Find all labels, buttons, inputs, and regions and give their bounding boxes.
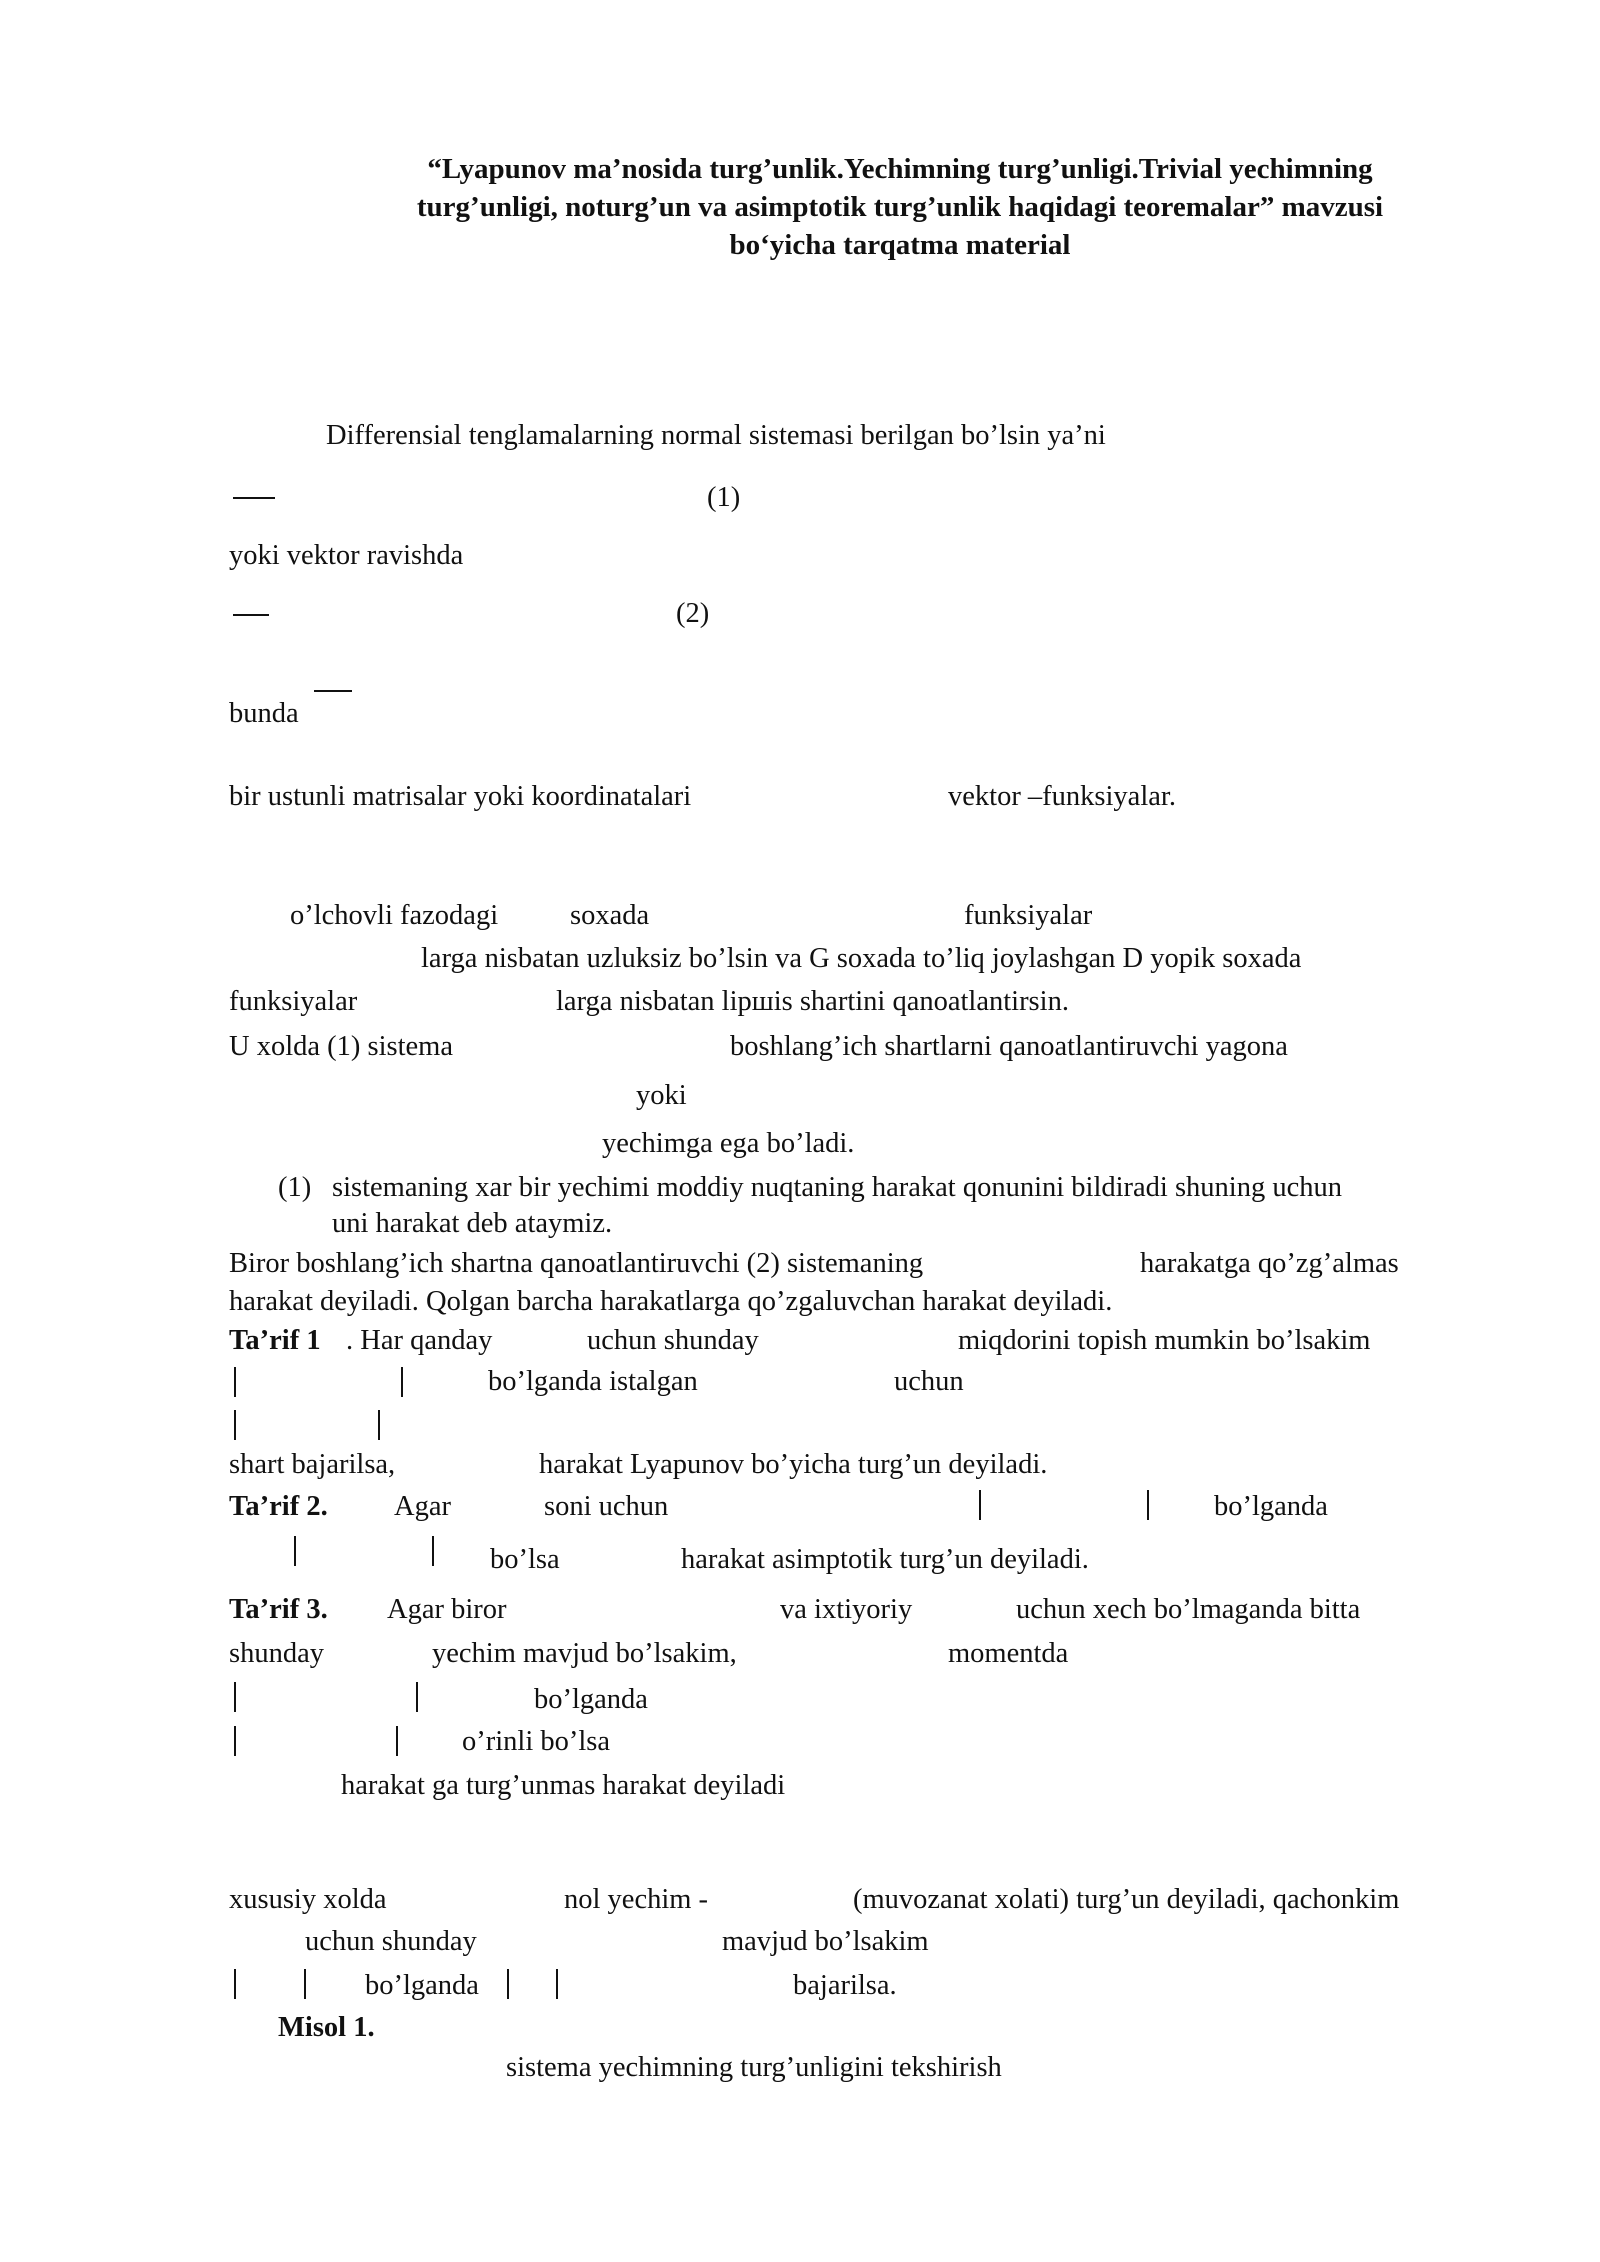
norm-bar: [401, 1367, 403, 1397]
equation-number-1: (1): [707, 482, 741, 513]
definition-2-text: bo’lsa: [490, 1544, 560, 1575]
space-text-funksiyalar: funksiyalar: [964, 900, 1093, 931]
example-label: Misol 1.: [278, 2012, 375, 2043]
norm-bar: [234, 1969, 236, 1999]
norm-bar: [378, 1410, 380, 1440]
lipschitz-text: funksiyalar: [229, 986, 358, 1017]
definition-3-text: Agar biror: [387, 1594, 507, 1625]
unperturbed-text: Biror boshlang’ich shartna qanoatlantiruvchi (2) sistemaning: [229, 1248, 924, 1279]
list-item-number: (1): [278, 1172, 312, 1203]
continuity-text: larga nisbatan uzluksiz bo’lsin va G soxada to’liq joylashgan D yopik soxada: [421, 943, 1302, 974]
unperturbed-text-cont: harakatga qo’zg’almas: [1140, 1248, 1399, 1279]
definition-2-text: harakat asimptotik turg’un deyiladi.: [681, 1544, 1089, 1575]
list-item-line-2: uni harakat deb ataymiz.: [332, 1208, 613, 1239]
title-line-1: “Lyapunov ma’nosida turg’unlik.Yechimning turg’unligi.Trivial yechimning: [427, 153, 1373, 185]
special-case-text: bajarilsa.: [793, 1970, 897, 2001]
special-case-text: bo’lganda: [365, 1970, 479, 2001]
norm-bar: [432, 1536, 434, 1566]
definition-3-label: Ta’rif 3.: [229, 1594, 328, 1625]
columns-text-cont: vektor –funksiyalar.: [948, 781, 1176, 812]
norm-bar: [234, 1682, 236, 1712]
title-line-3: bo‘yicha tarqatma material: [729, 229, 1071, 261]
definition-1-text: shart bajarilsa,: [229, 1449, 396, 1480]
norm-bar: [396, 1726, 398, 1756]
lipschitz-text-cont: larga nisbatan lipшіs shartini qanoatlantirsin.: [556, 986, 1069, 1017]
definition-2-text: soni uchun: [544, 1491, 669, 1522]
example-text: sistema yechimning turg’unligini tekshirish: [506, 2052, 1002, 2083]
definition-3-text: yechim mavjud bo’lsakim,: [432, 1638, 737, 1669]
vector-form-text: yoki vektor ravishda: [229, 540, 464, 571]
definition-1-text: uchun: [894, 1366, 964, 1397]
norm-bar: [234, 1726, 236, 1756]
definition-2-text: Agar: [394, 1491, 451, 1522]
uniqueness-text-cont: boshlang’ich shartlarni qanoatlantiruvchi yagona: [730, 1031, 1288, 1062]
columns-text: bir ustunli matrisalar yoki koordinatalari: [229, 781, 692, 812]
norm-bar: [416, 1682, 418, 1712]
norm-bar: [294, 1536, 296, 1566]
norm-bar: [234, 1367, 236, 1397]
unperturbed-text-line-2: harakat deyiladi. Qolgan barcha harakatlarga qo’zgaluvchan harakat deyiladi.: [229, 1286, 1113, 1317]
norm-bar: [556, 1969, 558, 1999]
definition-3-text: harakat ga turg’unmas harakat deyiladi: [341, 1770, 786, 1801]
norm-bar: [304, 1969, 306, 1999]
definition-3-text: o’rinli bo’lsa: [462, 1726, 611, 1757]
norm-bar: [507, 1969, 509, 1999]
list-item-line-1: sistemaning xar bir yechimi moddiy nuqtaning harakat qonunini bildiradi shuning uchun: [332, 1172, 1342, 1203]
definition-1-text: miqdorini topish mumkin bo’lsakim: [958, 1325, 1371, 1356]
title-line-2: turg’unligi, noturg’un va asimptotik turg’unlik haqidagi teoremalar” mavzusi: [416, 191, 1384, 223]
uniqueness-conclusion: yechimga ega bo’ladi.: [602, 1128, 855, 1159]
norm-bar: [234, 1410, 236, 1440]
bunda-text: bunda: [229, 698, 299, 729]
definition-1-text: . Har qanday: [346, 1325, 493, 1356]
special-case-text: mavjud bo’lsakim: [722, 1926, 929, 1957]
uniqueness-text: U xolda (1) sistema: [229, 1031, 453, 1062]
definition-3-text: momentda: [948, 1638, 1069, 1669]
norm-bar: [1147, 1490, 1149, 1520]
definition-1-text: uchun shunday: [587, 1325, 759, 1356]
special-case-text: xususiy xolda: [229, 1884, 387, 1915]
definition-1-label: Ta’rif 1: [229, 1325, 321, 1356]
space-text-soxada: soxada: [570, 900, 650, 931]
definition-3-text: shunday: [229, 1638, 324, 1669]
special-case-text: nol yechim -: [564, 1884, 709, 1915]
definition-1-text: harakat Lyapunov bo’yicha turg’un deyiladi.: [539, 1449, 1048, 1480]
definition-2-label: Ta’rif 2.: [229, 1491, 328, 1522]
norm-bar: [979, 1490, 981, 1520]
intro-text: Differensial tenglamalarning normal sistemasi berilgan bo’lsin ya’ni: [326, 420, 1106, 451]
special-case-text: uchun shunday: [305, 1926, 477, 1957]
special-case-text: (muvozanat xolati) turg’un deyiladi, qachonkim: [853, 1884, 1400, 1915]
fraction-bar: [314, 690, 352, 692]
fraction-bar: [233, 497, 275, 499]
definition-3-text: va ixtiyoriy: [780, 1594, 913, 1625]
fraction-bar: [233, 614, 269, 616]
uniqueness-yoki: yoki: [636, 1080, 687, 1111]
equation-number-2: (2): [676, 598, 710, 629]
definition-3-text: uchun xech bo’lmaganda bitta: [1016, 1594, 1361, 1625]
space-text: o’lchovli fazodagi: [290, 900, 499, 931]
document-title: [300, 150, 1500, 264]
definition-1-text: bo’lganda istalgan: [488, 1366, 698, 1397]
definition-3-text: bo’lganda: [534, 1684, 648, 1715]
definition-2-text: bo’lganda: [1214, 1491, 1328, 1522]
